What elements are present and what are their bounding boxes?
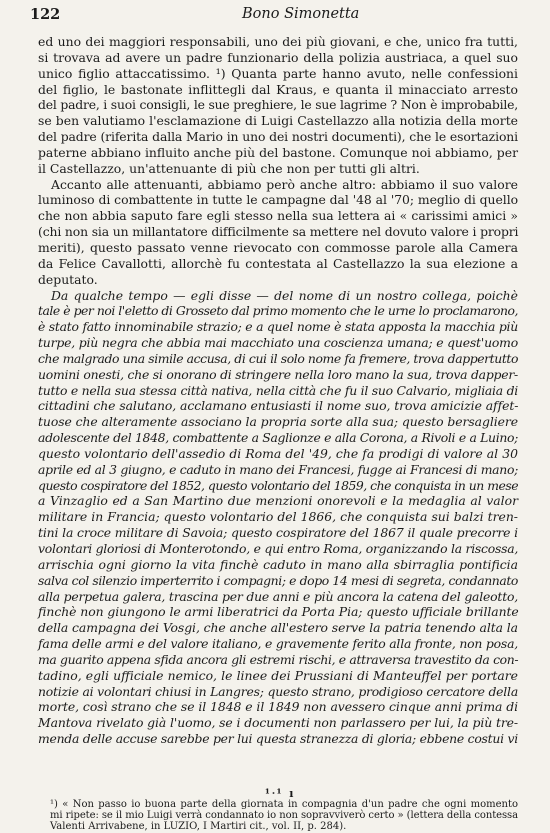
text-line: finchè non giungono le armi liberatrici da Porta Pia; questo ufficiale brillante [38,604,519,620]
text-line: da Felice Cavallotti, allorchè fu contestata al Castellazzo la sua elezione a [38,255,518,271]
footnote-line: ¹) « Non passo io buona parte della giornata in compagnia d'un padre che ogni momento [50,799,518,810]
text-line: adolescente del 1848, combattente a Saglionze e alla Corona, a Rivoli e a Luino; [38,430,519,446]
text-line: ma guarito appena sfida ancora gli estremi rischi, e attraversa travestito da con- [38,651,519,667]
paragraph [38,34,518,177]
text-line: fama delle armi e del valore italiano, e gravemente ferito alla fronte, non posa, [38,636,518,652]
text-line: alla perpetua galera, trascina per due anni e più ancora la catena del galeotto, [38,588,519,604]
text-line: si trovava ad avere un padre funzionario della polizia austriaca, a quel suo [38,49,518,65]
text-line: del figlio, le bastonate inflittegli dal Kraus, e quanta il minacciato arresto [38,81,518,97]
text-line: salva col silenzio imperterrito i compagni; e dopo 14 mesi di segreta, condannato [38,572,518,588]
text-line: menda delle accuse sarebbe per lui questa stranezza di gloria; ebbene costui vi [38,731,518,747]
text-line: Da qualche tempo — egli disse — del nome di un nostro collega, poichè [51,287,518,303]
text-line: questo cospiratore del 1852, questo volontario del 1859, che conquista in un mese [38,477,519,493]
text-line: a Vinzaglio ed a San Martino due menzioni onorevoli e la medaglia al valor [38,493,518,509]
footnote [50,799,518,833]
text-line: che non abbia saputo fare egli stesso nella sua lettera ai « carissimi amici » [38,208,518,224]
text-line: meriti), questo passato venne rievocato con commosse parole alla Camera [38,239,518,255]
text-line: ed uno dei maggiori responsabili, uno dei più giovani, e che, unico fra tutti, [38,34,518,49]
text-line: Mantova rivelato già l'uomo, se i documenti non parlassero per lui, la più tre- [38,715,518,731]
printer-mark: ¹ᐧ¹ ı [265,787,296,800]
text-line: del padre, i suoi consigli, le sue preghiere, le sue lagrime ? Non è improbabile, [38,97,519,113]
text-line: luminoso di combattente in tutte le campagne dal '48 al '70; meglio di quello [38,192,519,208]
page-header [30,6,530,24]
text-line: tale è per noi l'eletto di Grosseto dal primo momento che le urne lo proclamarono, [38,303,518,319]
text-line: della campagna dei Vosgi, che anche all'estero serve la patria tenendo alta la [38,620,518,636]
text-line: aprile ed al 3 giugno, e caduto in mano dei Francesi, fugge ai Francesi di mano; [38,461,518,477]
paragraph [38,288,518,747]
text-line: tuose che alteramente associano la propria sorte alla sua; questo bersagliere [38,414,519,430]
text-line: turpe, più negra che abbia mai macchiato una coscienza umana; e quest'uomo [38,335,518,351]
text-line: cittadini che salutano, acclamano entusiasti il nome suo, trova amicizie affet- [38,398,519,414]
paragraph [38,177,518,288]
text-line: tadino, egli ufficiale nemico, le linee dei Prussiani di Manteuffel per portare [38,667,518,683]
text-line: tutto e nella sua stessa città nativa, nella città che fu il suo Calvario, migliaia di [38,382,519,398]
footnote-line: mi ripete: se il mio Luigi verrà condannato io non sopravviverò certo » (lettera della contessa [50,810,518,822]
text-line: che malgrado una simile accusa, di cui il solo nome fa fremere, trova dappertutto [38,350,519,366]
text-line: paterne abbiano influito anche più del bastone. Comunque noi abbiamo, per [38,144,518,160]
text-line: tini la croce militare di Savoia; questo cospiratore del 1867 il quale precorre i [38,525,518,541]
text-line: Accanto alle attenuanti, abbiamo però anche altro: abbiamo il suo valore [51,176,518,192]
text-line: il Castellazzo, un'attenuante di più che non per tutti gli altri. [38,160,420,176]
text-line: deputato. [38,271,98,287]
text-line: (chi non sia un millantatore difficilmente sa mettere nel dovuto valore i propri [38,224,519,240]
footnote-line: Valenti Arrivabene, in LUZIO, I Martiri cit., vol. II, p. 284). [50,821,347,833]
text-line: arrischia ogni giorno la vita finchè caduto in mano alla sbirraglia pontificia [38,556,518,572]
text-line: del padre (riferita dalla Mario in uno dei nostri documenti), che le esortazioni [38,129,518,145]
running-head: Bono Simonetta [242,6,360,22]
text-line: questo volontario dell'assedio di Roma del '49, che fa prodigi di valore al 30 [38,445,518,461]
text-line: militare in Francia; questo volontario del 1866, che conquista sui balzi tren- [38,509,518,525]
text-line: se ben valutiamo l'esclamazione di Luigi Castellazzo alla notizia della morte [38,113,518,129]
text-line: volontari gloriosi di Monterotondo, e qui entro Roma, organizzando la riscossa, [38,541,519,556]
text-line: morte, così strano che se il 1848 e il 1849 non avessero cinque anni prima di [38,699,519,715]
page-number: 122 [30,6,61,23]
text-line: notizie ai volontari chiusi in Langres; questo strano, prodigioso cercatore della [38,683,518,699]
body-text [38,34,518,747]
text-line: uomini onesti, che si onorano di stringere nella loro mano la sua, trova dapper- [38,366,518,382]
text-line: unico figlio attaccatissimo. ¹) Quanta parte hanno avuto, nelle confessioni [38,65,518,81]
text-line: è stato fatto innominabile strazio; e a quel nome è stata apposta la macchia più [38,319,518,335]
